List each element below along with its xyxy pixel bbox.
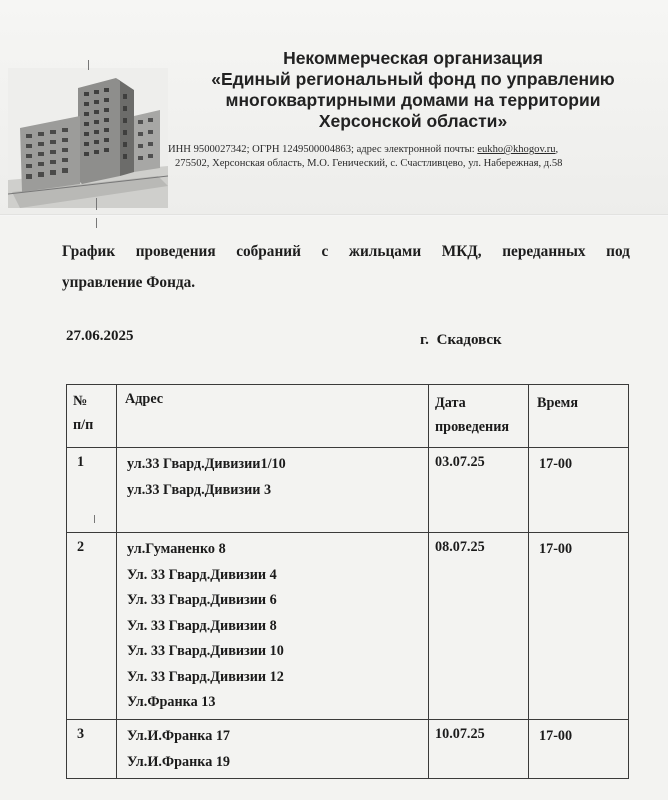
row-time: 17-00 bbox=[539, 728, 573, 744]
address-item: Ул. 33 Гвард.Дивизии 6 bbox=[127, 592, 277, 608]
address-item: ул.Гуманенко 8 bbox=[127, 541, 226, 557]
title-word: МКД, bbox=[441, 243, 482, 260]
row-date: 03.07.25 bbox=[435, 454, 485, 470]
details-registration: ИНН 9500027342; ОГРН 1249500004863; адрес электронной почты: bbox=[168, 144, 478, 155]
organization-title bbox=[178, 48, 648, 132]
table-row bbox=[67, 533, 629, 720]
table-row bbox=[67, 448, 629, 533]
schedule-title-line1 bbox=[62, 236, 630, 267]
header-num-label: п/п bbox=[73, 417, 94, 433]
row-time: 17-00 bbox=[539, 541, 573, 557]
org-title-line: многоквартирными домами на территории bbox=[225, 90, 601, 110]
row-num: 3 bbox=[77, 726, 85, 742]
row-num-cell bbox=[67, 533, 117, 720]
row-time: 17-00 bbox=[539, 456, 573, 472]
details-line-1 bbox=[168, 143, 660, 157]
title-word: собраний bbox=[236, 243, 301, 260]
org-title-line: Херсонской области» bbox=[318, 111, 508, 131]
page-fold-divider bbox=[0, 214, 668, 216]
schedule-title-line2: управление Фонда. bbox=[62, 274, 196, 291]
margin-tick bbox=[88, 60, 89, 70]
org-title-line: «Единый региональный фонд по управлению bbox=[211, 69, 615, 89]
title-word: переданных bbox=[502, 243, 586, 260]
table-header-row bbox=[67, 385, 629, 448]
address-item: ул.33 Гвард.Дивизии1/10 bbox=[127, 456, 286, 472]
header-date-line1: Дата bbox=[435, 395, 466, 411]
address-item: ул.33 Гвард.Дивизии 3 bbox=[127, 481, 272, 498]
row-address-cell bbox=[117, 448, 429, 533]
row-num: 1 bbox=[77, 454, 85, 470]
row-time-cell bbox=[529, 720, 629, 779]
header-time-label: Время bbox=[537, 395, 578, 411]
address-list bbox=[117, 533, 428, 716]
row-num-cell bbox=[67, 448, 117, 533]
address-list bbox=[117, 448, 428, 503]
address-item: Ул. 33 Гвард.Дивизии 12 bbox=[127, 668, 284, 685]
address-item: Ул.Франка 13 bbox=[127, 694, 216, 710]
row-date-cell bbox=[429, 720, 529, 779]
header-address-label: Адрес bbox=[125, 391, 164, 407]
header-num bbox=[67, 385, 117, 448]
header-address bbox=[117, 385, 429, 448]
title-word: с bbox=[321, 243, 329, 260]
row-date-cell bbox=[429, 533, 529, 720]
margin-tick bbox=[96, 198, 97, 210]
organization-details bbox=[168, 143, 660, 171]
document-city: г. Скадовск bbox=[420, 332, 502, 348]
margin-tick bbox=[96, 218, 97, 228]
row-date-cell bbox=[429, 448, 529, 533]
address-item: Ул. 33 Гвард.Дивизии 4 bbox=[127, 566, 277, 583]
org-title-line: Некоммерческая организация bbox=[283, 48, 543, 68]
address-item: Ул.И.Франка 17 bbox=[127, 728, 231, 744]
header-date-line2: проведения bbox=[435, 419, 510, 435]
building-logo-icon bbox=[8, 68, 168, 208]
address-item: Ул.И.Франка 19 bbox=[127, 753, 231, 770]
document-date: 27.06.2025 bbox=[66, 328, 134, 344]
details-line-2: 275502, Херсонская область, М.О. Генический, с. Счастливцево, ул. Набережная, д.58 bbox=[175, 158, 563, 169]
details-line1-suffix: , bbox=[555, 144, 559, 155]
row-address-cell bbox=[117, 533, 429, 720]
title-word: жильцами bbox=[348, 243, 422, 260]
email-link[interactable]: eukho@khogov.ru bbox=[477, 144, 556, 155]
row-date: 08.07.25 bbox=[435, 539, 485, 555]
address-item: Ул. 33 Гвард.Дивизии 10 bbox=[127, 643, 284, 659]
row-time-cell bbox=[529, 533, 629, 720]
header-date bbox=[429, 385, 529, 448]
header-time bbox=[529, 385, 629, 448]
title-word: График bbox=[62, 243, 116, 260]
schedule-title bbox=[62, 236, 630, 298]
header-num-symbol: № bbox=[73, 393, 88, 409]
row-time-cell bbox=[529, 448, 629, 533]
address-item: Ул. 33 Гвард.Дивизии 8 bbox=[127, 617, 277, 634]
meeting-schedule-table bbox=[66, 384, 629, 779]
table-row bbox=[67, 720, 629, 779]
row-date: 10.07.25 bbox=[435, 726, 485, 742]
address-list bbox=[117, 720, 428, 775]
title-word: проведения bbox=[135, 243, 216, 260]
row-num-cell bbox=[67, 720, 117, 779]
title-word: под bbox=[606, 243, 630, 260]
row-address-cell bbox=[117, 720, 429, 779]
row-num: 2 bbox=[77, 539, 85, 555]
